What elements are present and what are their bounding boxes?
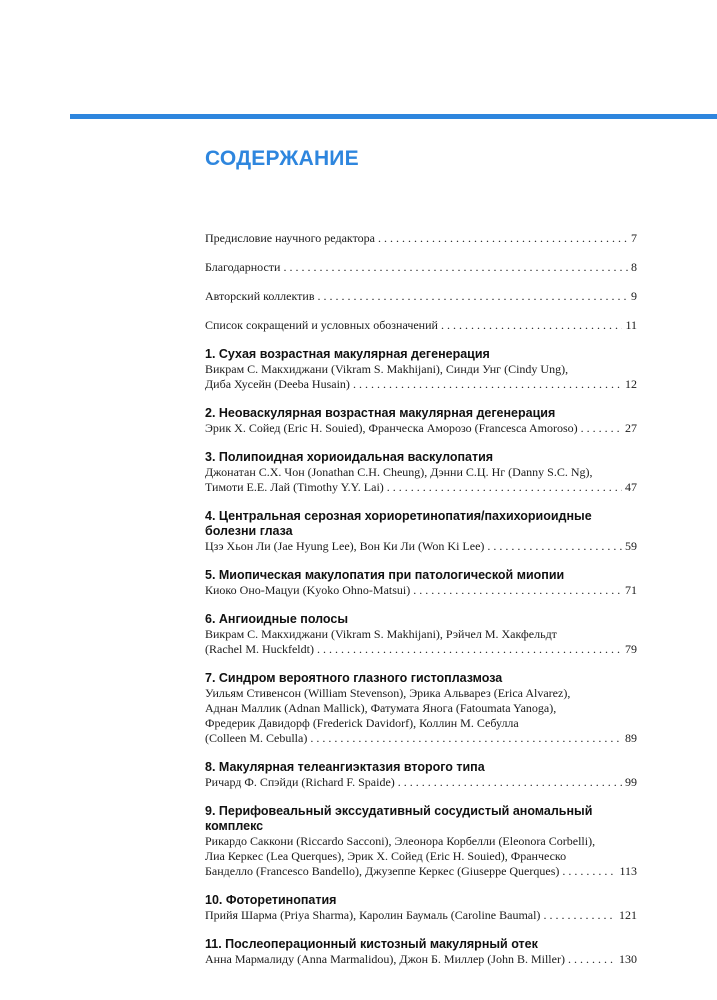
dot-leader	[487, 539, 622, 554]
dot-leader	[353, 377, 622, 392]
toc-leader-line	[205, 642, 637, 657]
chapter-title: 1. Сухая возрастная макулярная дегенерация	[205, 347, 490, 361]
page-number: 130	[619, 952, 637, 966]
toc-entry-text: Авторский коллектив	[205, 289, 315, 303]
dot-leader	[543, 908, 616, 923]
toc-leader-line	[205, 775, 637, 790]
chapter-title: 3. Полипоидная хориоидальная васкулопатия	[205, 450, 494, 464]
toc-leader-line	[205, 908, 637, 923]
author-line: Викрам С. Макхиджани (Vikram S. Makhijani), Синди Унг (Cindy Ung),	[205, 362, 569, 376]
dot-leader	[318, 289, 629, 304]
author-line: Викрам С. Макхиджани (Vikram S. Makhijani), Рэйчел М. Хакфельдт	[205, 627, 557, 641]
toc-leader-line	[205, 952, 637, 967]
page-title: СОДЕРЖАНИЕ	[205, 147, 359, 170]
toc-chapter-entry[interactable]	[205, 804, 637, 879]
toc-entry[interactable]	[205, 289, 637, 304]
dot-leader	[568, 952, 616, 967]
page-number: 8	[631, 260, 637, 274]
toc-leader-line	[205, 231, 637, 246]
dot-leader	[317, 642, 622, 657]
dot-leader	[378, 231, 628, 246]
toc-chapter-entry[interactable]	[205, 509, 637, 554]
page-number: 47	[625, 480, 637, 494]
page-number: 11	[625, 318, 637, 332]
toc-entry-text: Тимоти Е.Е. Лай (Timothy Y.Y. Lai)	[205, 480, 384, 494]
toc-leader-line	[205, 289, 637, 304]
toc-chapter-entry[interactable]	[205, 612, 637, 657]
toc-leader-line	[205, 864, 637, 879]
toc-entry-text: Диба Хусейн (Deeba Husain)	[205, 377, 350, 391]
dot-leader	[413, 583, 622, 598]
dot-leader	[283, 260, 628, 275]
chapter-title: 7. Синдром вероятного глазного гистоплазмоза	[205, 671, 503, 685]
toc-entry-text: Анна Мармалиду (Anna Marmalidou), Джон Б. Миллер (John B. Miller)	[205, 952, 565, 966]
toc-leader-line	[205, 260, 637, 275]
toc-entry-text: Ричард Ф. Спэйди (Richard F. Spaide)	[205, 775, 395, 789]
toc-leader-line	[205, 480, 637, 495]
page-number: 59	[625, 539, 637, 553]
page-number: 113	[619, 864, 637, 878]
author-line: Рикардо Саккони (Riccardo Sacconi), Элеонора Корбелли (Eleonora Corbelli),	[205, 834, 596, 848]
page-number: 9	[631, 289, 637, 303]
toc-entry-text: Киоко Оно-Мацуи (Kyoko Ohno-Matsui)	[205, 583, 411, 597]
toc-chapter-entry[interactable]	[205, 347, 637, 392]
chapter-title: 10. Фоторетинопатия	[205, 893, 337, 907]
toc-chapter-entry[interactable]	[205, 406, 637, 436]
toc-leader-line	[205, 318, 637, 333]
chapter-title: 9. Перифовеальный экссудативный сосудистый аномальный комплекс	[205, 804, 593, 833]
chapter-title: 5. Миопическая макулопатия при патологической миопии	[205, 568, 565, 582]
chapter-title: 2. Неоваскулярная возрастная макулярная дегенерация	[205, 406, 556, 420]
dot-leader	[562, 864, 616, 879]
chapter-title: 11. Послеоперационный кистозный макулярный отек	[205, 937, 538, 951]
toc-entry-text: Список сокращений и условных обозначений	[205, 318, 438, 332]
toc-entry-text: Цзэ Хьон Ли (Jae Hyung Lee), Вон Ки Ли (Won Ki Lee)	[205, 539, 485, 553]
toc-leader-line	[205, 377, 637, 392]
toc-leader-line	[205, 731, 637, 746]
toc-entry[interactable]	[205, 228, 637, 246]
toc-leader-line	[205, 583, 637, 598]
page-number: 71	[625, 583, 637, 597]
page-number: 79	[625, 642, 637, 656]
page-number: 7	[631, 231, 637, 245]
author-line: Лиа Керкес (Lea Querques), Эрик Х. Сойед (Eric H. Souied), Франческо	[205, 849, 567, 863]
toc-entry[interactable]	[205, 318, 637, 333]
dot-leader	[310, 731, 622, 746]
toc-entry-text: Благодарности	[205, 260, 281, 274]
author-line: Уильям Стивенсон (William Stevenson), Эрика Альварез (Erica Alvarez),	[205, 686, 571, 700]
toc-entry[interactable]	[205, 260, 637, 275]
toc-chapter-entry[interactable]	[205, 671, 637, 746]
dot-leader	[441, 318, 622, 333]
header-rule	[70, 114, 717, 119]
author-line: Аднан Маллик (Adnan Mallick), Фатумата Янога (Fatoumata Yanoga),	[205, 701, 557, 715]
toc-entry-text: Прийя Шарма (Priya Sharma), Каролин Баумаль (Caroline Baumal)	[205, 908, 541, 922]
chapter-title: 8. Макулярная телеангиэктазия второго типа	[205, 760, 485, 774]
front-matter-list	[205, 228, 637, 333]
page-number: 27	[625, 421, 637, 435]
toc-entry-text: (Rachel M. Huckfeldt)	[205, 642, 314, 656]
page-number: 99	[625, 775, 637, 789]
author-line: Джонатан С.Х. Чон (Jonathan C.H. Cheung), Дэнни С.Ц. Нг (Danny S.C. Ng),	[205, 465, 593, 479]
chapter-title: 6. Ангиоидные полосы	[205, 612, 349, 626]
toc-entry-text: Эрик Х. Сойед (Eric H. Souied), Франческа Аморозо (Francesca Amoroso)	[205, 421, 578, 435]
dot-leader	[398, 775, 622, 790]
dot-leader	[581, 421, 622, 436]
toc-entry-text: Предисловие научного редактора	[205, 231, 375, 245]
page-number: 12	[625, 377, 637, 391]
toc-leader-line	[205, 539, 637, 554]
chapter-title: 4. Центральная серозная хориоретинопатия/пахихориоидные болезни глаза	[205, 509, 592, 538]
page-number: 89	[625, 731, 637, 745]
author-line: Фредерик Давидорф (Frederick Davidorf), Коллин М. Себулла	[205, 716, 519, 730]
toc-entry-text: (Colleen M. Cebulla)	[205, 731, 308, 745]
toc-chapter-entry[interactable]	[205, 450, 637, 495]
chapter-list	[205, 347, 637, 967]
toc-chapter-entry[interactable]	[205, 893, 637, 923]
toc-chapter-entry[interactable]	[205, 568, 637, 598]
page-number: 121	[619, 908, 637, 922]
toc-entry-text: Банделло (Francesco Bandello), Джузеппе Керкес (Giuseppe Querques)	[205, 864, 560, 878]
toc-leader-line	[205, 421, 637, 436]
dot-leader	[387, 480, 622, 495]
toc-chapter-entry[interactable]	[205, 760, 637, 790]
table-of-contents	[205, 228, 637, 981]
toc-chapter-entry[interactable]	[205, 937, 637, 967]
